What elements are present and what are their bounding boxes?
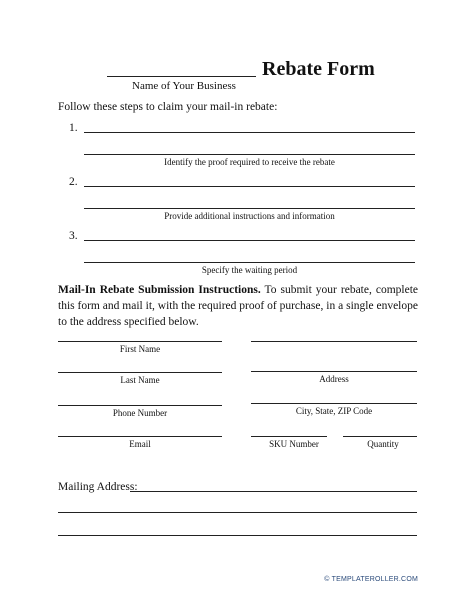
step-3-line-b[interactable] (84, 262, 415, 263)
first-name-line[interactable] (58, 341, 222, 342)
address-label: Address (319, 374, 349, 384)
mailing-address-label: Mailing Address: (58, 481, 138, 493)
instructions-text: To submit your rebate, complete this form and mail it, with the required proof of purchase, in a single envelope to the address specified below. (58, 284, 418, 328)
step-number-3: 3. (69, 230, 78, 242)
last-name-line[interactable] (58, 372, 222, 373)
business-name-caption: Name of Your Business (132, 80, 236, 92)
email-line[interactable] (58, 436, 222, 437)
email-label: Email (129, 439, 151, 449)
first-name-label: First Name (119, 344, 161, 354)
address-line-b[interactable] (251, 371, 417, 372)
phone-number-line[interactable] (58, 405, 222, 406)
quantity-label: Quantity (367, 439, 399, 449)
city-state-zip-label: City, State, ZIP Code (295, 406, 373, 416)
mailing-address-line-2[interactable] (58, 512, 417, 513)
business-name-line[interactable] (107, 76, 256, 77)
template-roller-footer: © TEMPLATEROLLER.COM (324, 576, 418, 583)
step-2-line-a[interactable] (84, 186, 415, 187)
city-state-zip-line[interactable] (251, 403, 417, 404)
sku-number-label: SKU Number (269, 439, 319, 449)
instructions-heading: Mail-In Rebate Submission Instructions. (58, 284, 261, 296)
step-2-line-b[interactable] (84, 208, 415, 209)
step-number-1: 1. (69, 122, 78, 134)
last-name-label: Last Name (120, 375, 160, 385)
step-1-line-b[interactable] (84, 154, 415, 155)
step-3-line-a[interactable] (84, 240, 415, 241)
step-2-caption: Provide additional instructions and information (164, 211, 335, 221)
sku-number-line[interactable] (251, 436, 327, 437)
intro-text: Follow these steps to claim your mail-in rebate: (58, 101, 278, 113)
mailing-address-line-1[interactable] (130, 491, 417, 492)
step-1-caption: Identify the proof required to receive the rebate (164, 157, 335, 167)
form-title: Rebate Form (262, 58, 375, 80)
step-1-line-a[interactable] (84, 132, 415, 133)
quantity-line[interactable] (343, 436, 417, 437)
phone-number-label: Phone Number (112, 408, 168, 418)
submission-instructions (58, 282, 418, 330)
mailing-address-line-3[interactable] (58, 535, 417, 536)
step-number-2: 2. (69, 176, 78, 188)
address-line-a[interactable] (251, 341, 417, 342)
step-3-caption: Specify the waiting period (201, 265, 298, 275)
